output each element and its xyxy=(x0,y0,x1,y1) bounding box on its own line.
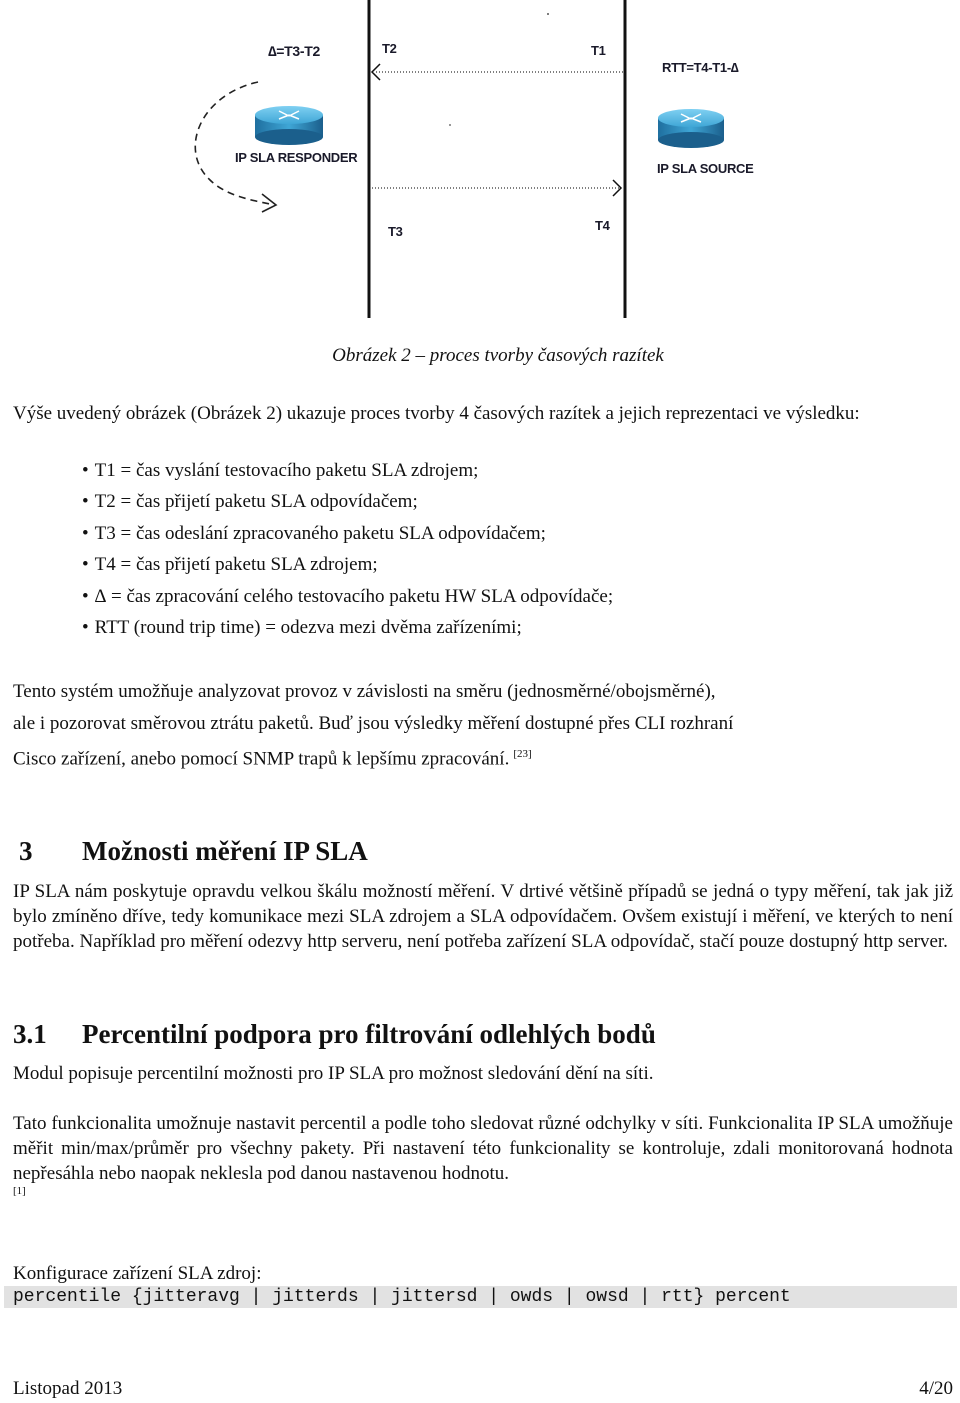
system-line-2: ale i pozorovat směrovou ztrátu paketů. Buď jsou výsledky měření dostupné přes CLI rozhraní xyxy=(13,712,734,734)
section-3-title: Možnosti měření IP SLA xyxy=(82,836,368,866)
list-item: • T4 = čas přijetí paketu SLA zdrojem; xyxy=(82,549,613,580)
reply-arrowhead xyxy=(613,180,621,196)
citation-ref[interactable]: [1] xyxy=(13,1185,26,1197)
t2-label: T2 xyxy=(382,41,397,56)
figure-caption: Obrázek 2 – proces tvorby časových razítek xyxy=(332,345,664,366)
section-3-number: 3 xyxy=(19,836,33,866)
t4-label: T4 xyxy=(595,218,610,233)
t3-label: T3 xyxy=(388,224,403,239)
config-code: percentile {jitteravg | jitterds | jittersd | owds | owsd | rtt} percent xyxy=(13,1287,791,1307)
list-item: • ∆ = čas zpracování celého testovacího paketu HW SLA odpovídače; xyxy=(82,581,613,612)
rtt-formula-label: RTT=T4-T1-∆ xyxy=(662,60,739,75)
section-3-1-title: Percentilní podpora pro filtrování odlehlých bodů xyxy=(82,1019,656,1049)
system-line-1: Tento systém umožňuje analyzovat provoz v závislosti na směru (jednosměrné/obojsměrné), xyxy=(13,681,716,702)
list-item: • T3 = čas odeslání zpracovaného paketu SLA odpovídačem; xyxy=(82,518,613,549)
system-line-3 xyxy=(13,739,953,775)
config-label: Konfigurace zařízení SLA zdroj: xyxy=(13,1263,262,1284)
section-3-1-intro: Modul popisuje percentilní možnosti pro IP SLA pro možnost sledování dění na síti. xyxy=(13,1063,654,1084)
section-3-1-number: 3.1 xyxy=(13,1019,47,1049)
page-number: 4/20 xyxy=(919,1378,953,1399)
processing-curve xyxy=(195,82,270,204)
citation-ref[interactable]: [23] xyxy=(513,748,532,760)
system-line-3-text: Cisco zařízení, anebo pomocí SNMP trapů k lepšímu zpracování. xyxy=(13,748,510,770)
responder-label: IP SLA RESPONDER xyxy=(235,150,358,165)
system-paragraph xyxy=(13,676,953,775)
intro-paragraph: Výše uvedený obrázek (Obrázek 2) ukazuje proces tvorby 4 časových razítek a jejich reprezentaci ve výsledku: xyxy=(13,403,860,424)
section-3-1-body: Tato funkcionalita umožnuje nastavit percentil a podle toho sledovat různé odchylky v síti. Funkcionalita IP SLA umožňuje měřit min/max/průměr pro všechny pakety. Při nastavení této funkcionality se kontroluje, zdali monitorovaná hodnota nepřesáhla nebo naopak neklesla pod danou nastavenou hodnotu. xyxy=(13,1113,953,1184)
responder-router-icon xyxy=(255,106,323,145)
timestamp-diagram xyxy=(0,0,960,330)
list-item: • RTT (round trip time) = odezva mezi dvěma zařízeními; xyxy=(82,612,613,643)
t1-label: T1 xyxy=(591,43,606,58)
list-item: • T2 = čas přijetí paketu SLA odpovídačem; xyxy=(82,486,613,517)
footer-date: Listopad 2013 xyxy=(13,1378,123,1399)
source-router-icon xyxy=(658,109,724,148)
delta-formula-label: ∆=T3-T2 xyxy=(268,43,320,59)
list-item: • T1 = čas vyslání testovacího paketu SLA zdrojem; xyxy=(82,455,613,486)
source-label: IP SLA SOURCE xyxy=(657,161,754,176)
section-3-1-text xyxy=(13,1111,953,1186)
section-3-text: IP SLA nám poskytuje opravdu velkou škálu možností měření. V drtivé většině případů se jedná o typy měření, tak jak již bylo zmíněno dříve, tedy komunikace mezi SLA zdrojem a SLA odpovídačem. Ovšem existují i měření, ve kterých to není potřeba. Například pro měření odezvy http serveru, není potřeba zařízení SLA odpovídač, stačí pouze dostupný http server. xyxy=(13,881,953,952)
timestamp-list xyxy=(82,455,613,643)
